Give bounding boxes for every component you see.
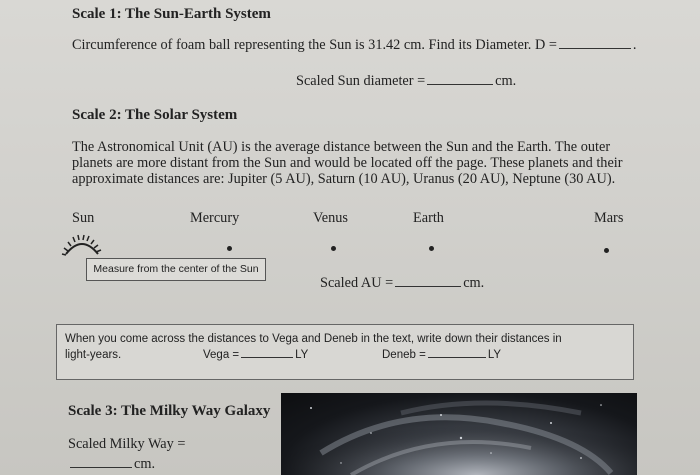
scaled-sun-diameter-label: Scaled Sun diameter = (296, 73, 426, 89)
vega-box-line1: When you come across the distances to Vega and Deneb in the text, write down their distances in (65, 333, 562, 345)
galaxy-spiral-graphic (281, 393, 637, 475)
vega-blank[interactable] (241, 356, 293, 358)
scaled-au-blank[interactable] (395, 285, 461, 287)
scaled-sun-diameter-blank[interactable] (427, 83, 493, 85)
scale1-heading: Scale 1: The Sun-Earth System (72, 6, 271, 22)
mars-dot (604, 248, 609, 253)
scaled-milky-way-unit: cm. (134, 456, 156, 472)
vega-unit: LY (295, 349, 309, 361)
vega-label: Vega = (203, 349, 240, 361)
scale1-period: . (632, 37, 637, 53)
earth-dot (429, 246, 434, 251)
scaled-au-unit: cm. (463, 275, 485, 291)
scaled-milky-way-line (68, 456, 155, 473)
deneb-label: Deneb = (382, 349, 426, 361)
scale1-question-text: Circumference of foam ball representing the Sun is 31.42 cm. Find its Diameter. D = (72, 37, 557, 53)
planet-label-sun: Sun (72, 210, 95, 226)
mercury-dot (227, 246, 232, 251)
vega-line (203, 349, 308, 361)
milky-way-image (281, 393, 637, 475)
sun-measure-note: Measure from the center of the Sun (86, 258, 266, 281)
planet-label-mars: Mars (594, 210, 624, 226)
scale1-question (72, 37, 637, 54)
deneb-unit: LY (487, 349, 502, 361)
planet-label-earth: Earth (413, 210, 444, 226)
scaled-au-label: Scaled AU = (320, 275, 394, 291)
scaled-au-line (320, 275, 484, 292)
planet-label-venus: Venus (313, 210, 348, 226)
planet-label-mercury: Mercury (190, 210, 240, 226)
scaled-milky-way-label: Scaled Milky Way = (68, 436, 186, 452)
vega-box-light-years: light-years. (65, 349, 122, 361)
venus-dot (331, 246, 336, 251)
deneb-blank[interactable] (428, 356, 486, 358)
scaled-sun-diameter-line (296, 73, 516, 90)
scale2-heading: Scale 2: The Solar System (72, 107, 238, 123)
vega-deneb-box (56, 324, 634, 380)
scale2-paragraph: The Astronomical Unit (AU) is the average distance between the Sun and the Earth. The outer planets are more distant from the Sun and would be located off the page. These planets and their approximate distances are: Jupiter (5 AU), Saturn (10 AU), Uranus (20 AU), Neptune (30 AU). (72, 139, 623, 187)
scale3-heading: Scale 3: The Milky Way Galaxy (68, 403, 271, 419)
diameter-blank[interactable] (559, 47, 631, 49)
scaled-sun-diameter-unit: cm. (495, 73, 517, 89)
deneb-line (382, 349, 501, 361)
scaled-milky-way-blank[interactable] (70, 466, 132, 468)
